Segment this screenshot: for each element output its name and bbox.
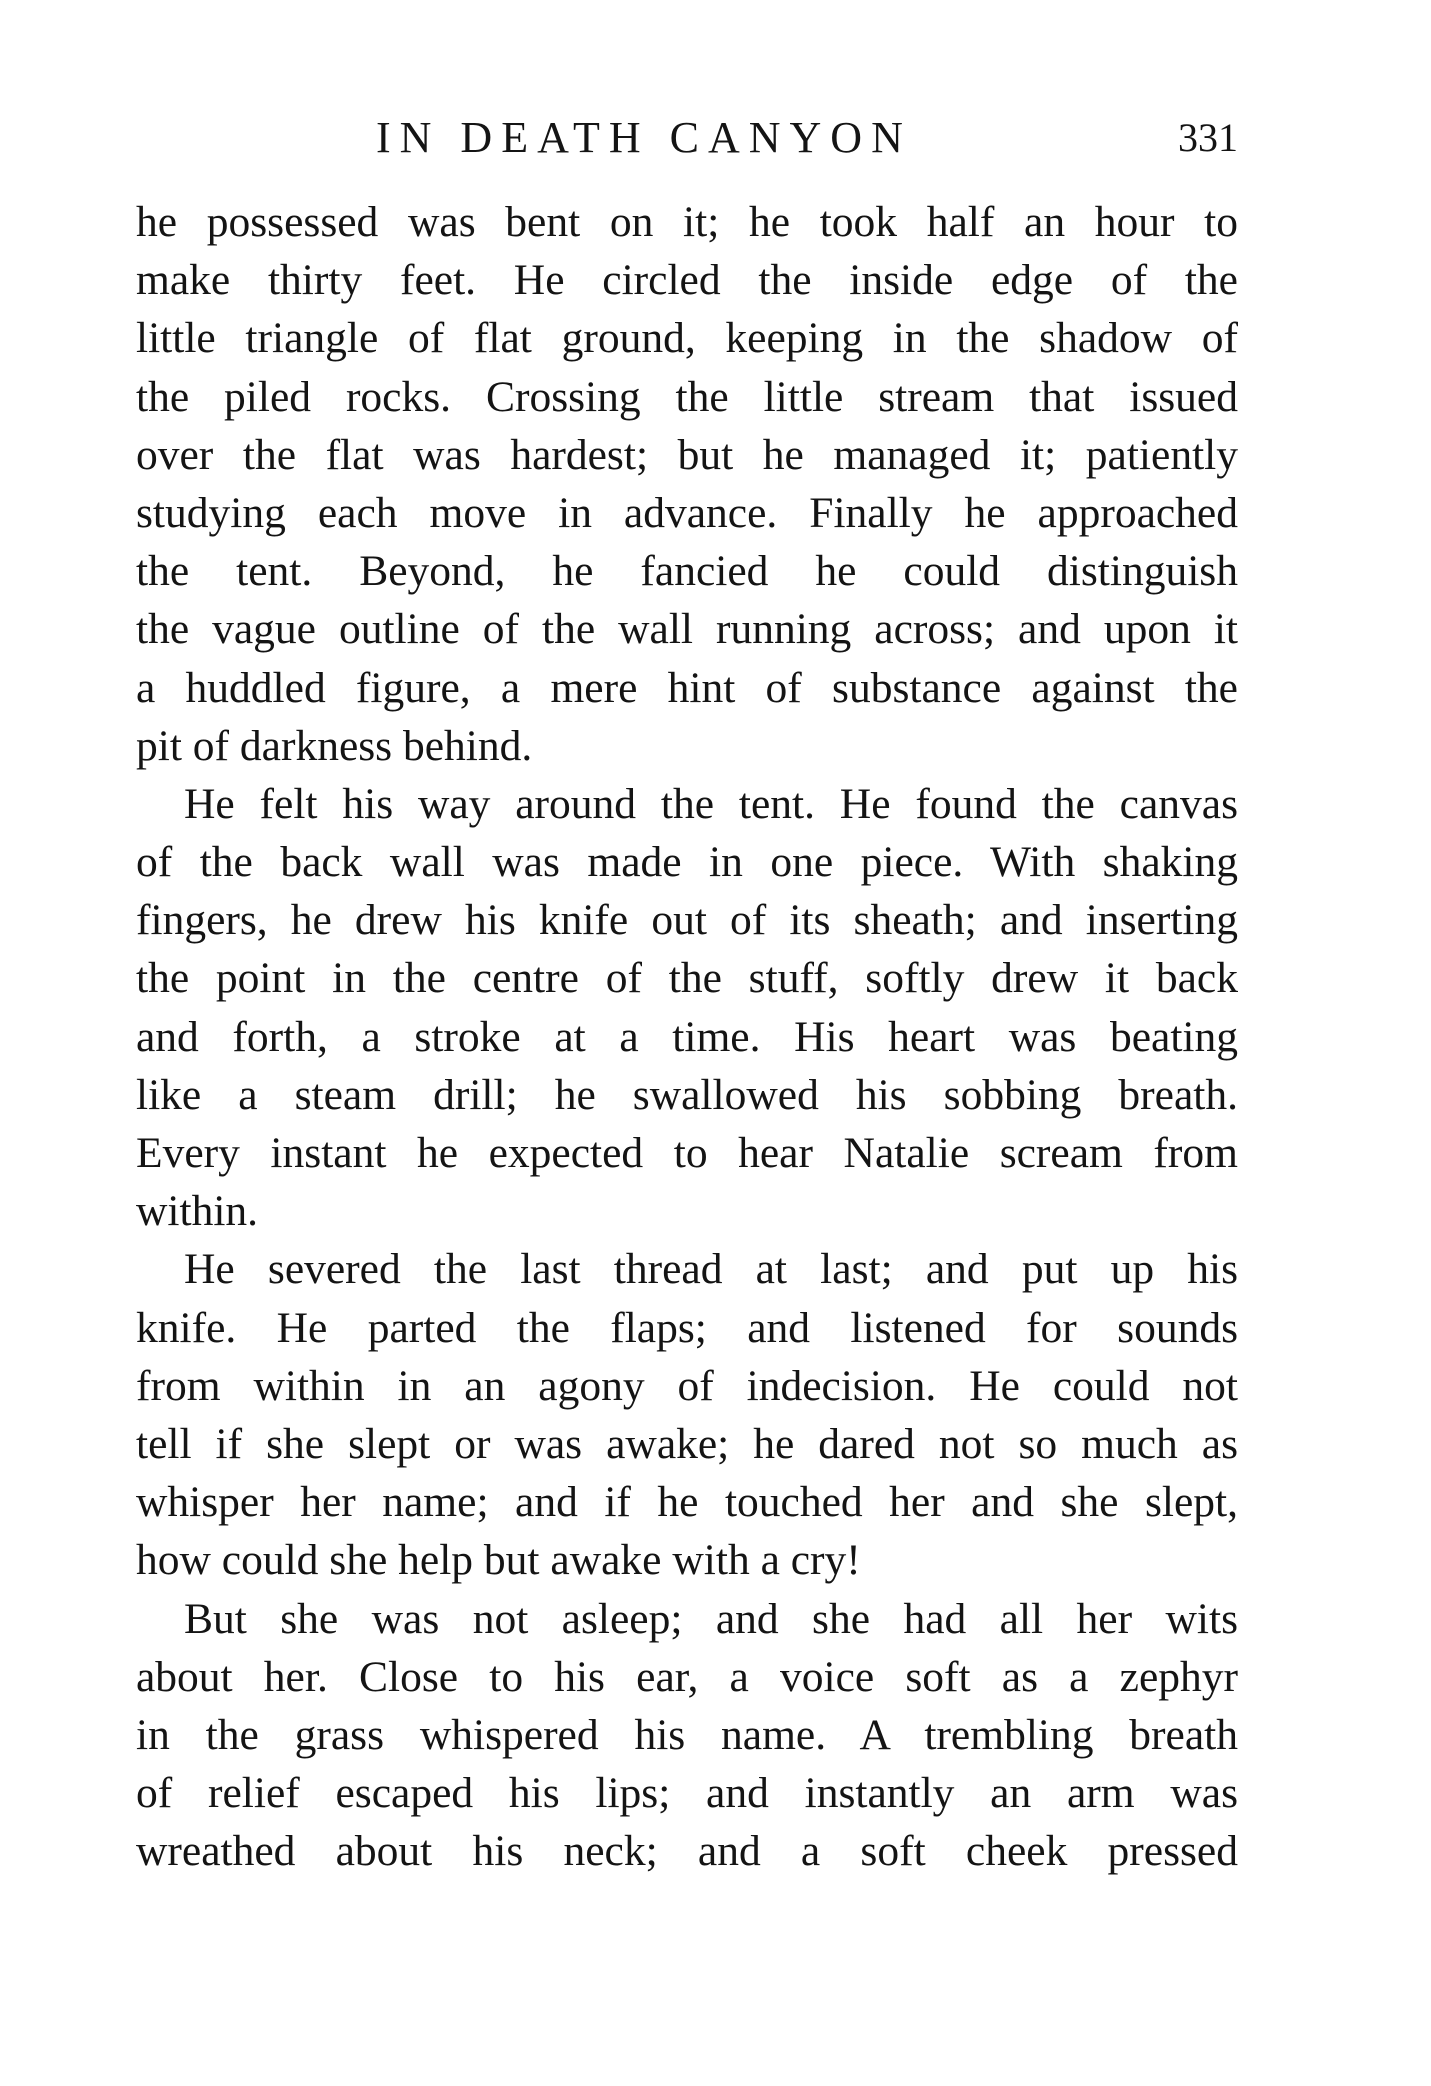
- text-line: Every instant he expected to hear Natalie scream from: [136, 1129, 1238, 1177]
- text-line: over the flat was hardest; but he managed it; patiently: [136, 430, 1238, 479]
- text-line: knife. He parted the flaps; and listened for sounds: [136, 1303, 1238, 1352]
- text-line: of the back wall was made in one piece. With shaking: [136, 838, 1238, 887]
- running-head: [136, 108, 1238, 168]
- text-line: He severed the last thread at last; and put up his: [184, 1245, 1238, 1294]
- text-line: and forth, a stroke at a time. His heart was beating: [136, 1012, 1238, 1061]
- text-line: like a steam drill; he swallowed his sobbing breath.: [136, 1070, 1238, 1119]
- text-line: within.: [136, 1187, 259, 1236]
- text-line: make thirty feet. He circled the inside edge of the: [136, 256, 1238, 305]
- text-line: the piled rocks. Crossing the little stream that issued: [136, 372, 1238, 421]
- text-line: whisper her name; and if he touched her and she slept,: [136, 1478, 1238, 1527]
- text-line: he possessed was bent on it; he took half an hour to: [136, 198, 1238, 246]
- text-line: tell if she slept or was awake; he dared not so much as: [136, 1419, 1238, 1468]
- text-line: studying each move in advance. Finally he approached: [136, 488, 1238, 537]
- text-line: a huddled figure, a mere hint of substance against the: [136, 663, 1238, 712]
- text-line: little triangle of flat ground, keeping in the shadow of: [136, 314, 1238, 363]
- paragraph-3: [136, 1240, 1238, 1589]
- paragraph-4: [136, 1590, 1238, 1881]
- paragraph-1: [136, 193, 1238, 775]
- text-line: pit of darkness behind.: [136, 721, 533, 770]
- body-text: [136, 193, 1238, 1880]
- text-line: of relief escaped his lips; and instantly an arm was: [136, 1769, 1238, 1818]
- text-line: from within in an agony of indecision. He could not: [136, 1361, 1238, 1410]
- running-title: IN DEATH CANYON: [376, 113, 912, 162]
- text-line: But she was not asleep; and she had all her wits: [184, 1594, 1238, 1643]
- text-line: fingers, he drew his knife out of its sheath; and inserting: [136, 896, 1238, 945]
- text-line: the tent. Beyond, he fancied he could distinguish: [136, 547, 1238, 596]
- paragraph-2: [136, 775, 1238, 1241]
- text-line: the point in the centre of the stuff, softly drew it back: [136, 954, 1238, 1003]
- text-line: how could she help but awake with a cry!: [136, 1536, 861, 1585]
- text-line: about her. Close to his ear, a voice soft as a zephyr: [136, 1652, 1238, 1701]
- page-number: 331: [1178, 115, 1238, 160]
- text-line: He felt his way around the tent. He found the canvas: [184, 779, 1238, 828]
- text-line: the vague outline of the wall running across; and upon it: [136, 605, 1238, 654]
- text-line: in the grass whispered his name. A trembling breath: [136, 1710, 1238, 1759]
- text-line: wreathed about his neck; and a soft cheek pressed: [136, 1827, 1238, 1876]
